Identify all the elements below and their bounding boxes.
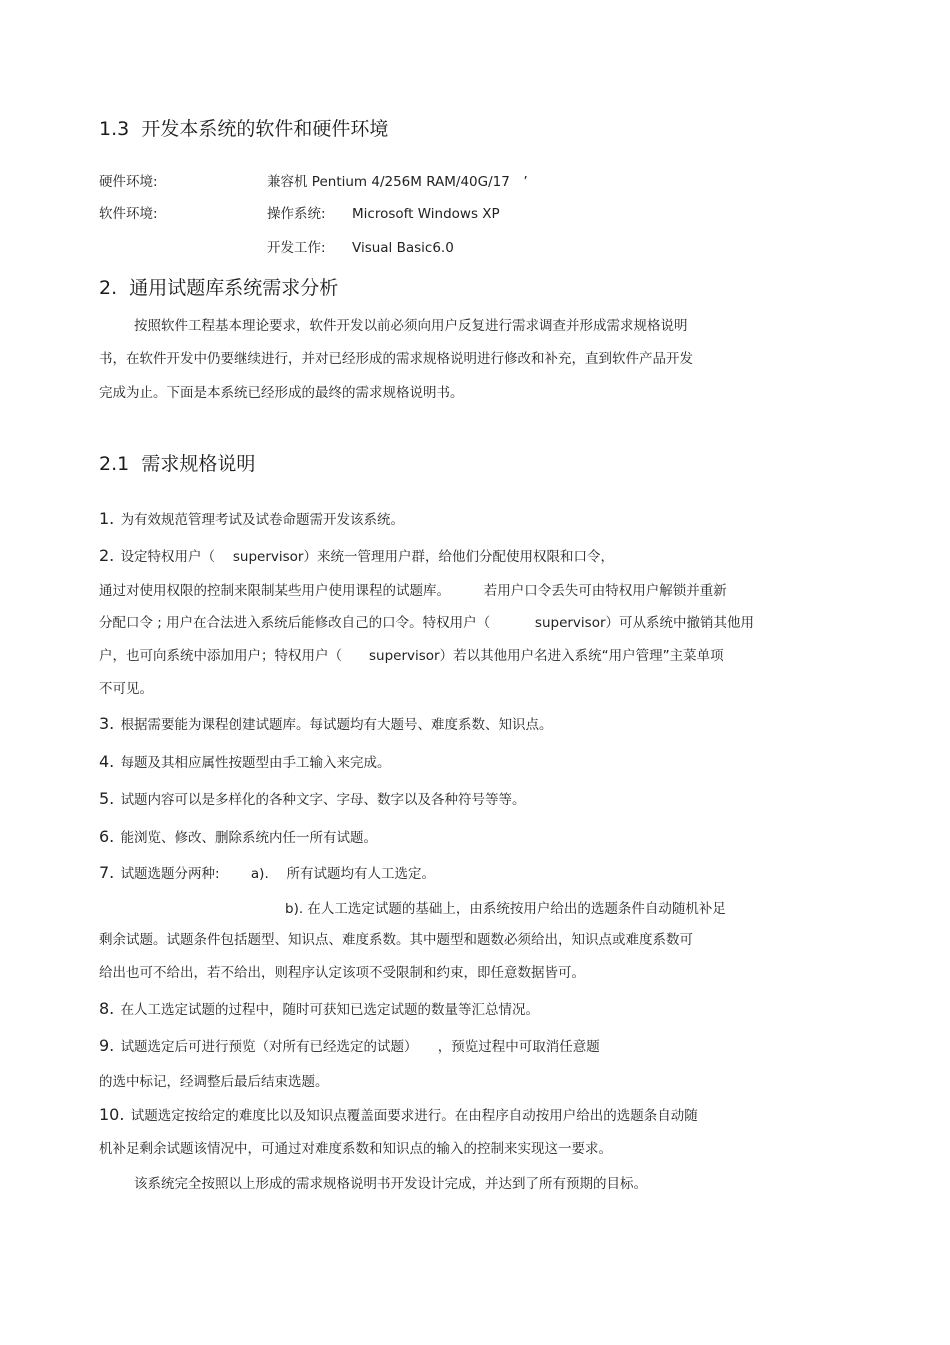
item-text: 试题选定后可进行预览（对所有已经选定的试题） ，预览过程中可取消任意题	[120, 1039, 600, 1055]
heading-title: 通用试题库系统需求分析	[129, 277, 339, 299]
continuation-line: 不可见。	[99, 681, 153, 697]
intro-line: 完成为止。下面是本系统已经形成的最终的需求规格说明书。	[99, 385, 464, 401]
continuation-line: 通过对使用权限的控制来限制某些用户使用课程的试题库。 若用户口令丢失可由特权用户解锁并重新	[99, 583, 727, 599]
item-number: 9.	[99, 1036, 115, 1055]
heading-number: 1.3	[99, 118, 130, 140]
dev-value: Visual Basic6.0	[352, 240, 454, 256]
software-label: 软件环境:	[99, 206, 158, 222]
item-number: 7.	[99, 863, 115, 882]
continuation-line: 户，也可向系统中添加用户；特权用户（ supervisor）若以其他用户名进入系统“用户管理”主菜单项	[99, 648, 724, 664]
heading-title: 需求规格说明	[141, 453, 256, 475]
os-value: Microsoft Windows XP	[352, 206, 500, 222]
item-text: 为有效规范管理考试及试卷命题需开发该系统。	[120, 512, 405, 528]
item-number: 1.	[99, 509, 115, 528]
item-number: 2.	[99, 546, 115, 565]
option-b-line: b). 在人工选定试题的基础上，由系统按用户给出的选题条件自动随机补足	[285, 901, 726, 917]
item-text: 在人工选定试题的过程中，随时可获知已选定试题的数量等汇总情况。	[120, 1002, 540, 1018]
requirement-8	[99, 999, 539, 1020]
requirement-2	[99, 546, 614, 567]
continuation-line: 机补足剩余试题该情况中，可通过对难度系数和知识点的输入的控制来实现这一要求。	[99, 1141, 612, 1157]
item-text: 试题选定按给定的难度比以及知识点覆盖面要求进行。在由程序自动按用户给出的选题条自动随	[130, 1108, 698, 1124]
requirement-3	[99, 714, 553, 735]
heading-2-1	[99, 449, 255, 476]
requirement-6	[99, 827, 377, 848]
hardware-value: 兼容机 Pentium 4/256M RAM/40G/17 ’	[267, 174, 528, 190]
continuation-line: 分配口令 ; 用户在合法进入系统后能修改自己的口令。特权用户（ supervisor）可从系统中撤销其他用	[99, 615, 755, 631]
requirement-7	[99, 863, 435, 884]
item-text: 试题选题分两种: a). 所有试题均有人工选定。	[120, 866, 436, 882]
intro-line: 按照软件工程基本理论要求，软件开发以前必须向用户反复进行需求调查并形成需求规格说明	[134, 318, 688, 334]
item-number: 10.	[99, 1105, 125, 1124]
conclusion-paragraph: 该系统完全按照以上形成的需求规格说明书开发设计完成，并达到了所有预期的目标。	[134, 1176, 647, 1192]
item-text: 设定特权用户（ supervisor）来统一管理用户群，给他们分配使用权限和口令，	[120, 549, 614, 565]
item-text: 根据需要能为课程创建试题库。每试题均有大题号、难度系数、知识点。	[120, 717, 553, 733]
continuation-line: 剩余试题。试题条件包括题型、知识点、难度系数。其中题型和题数必须给出，知识点或难度系数可	[99, 932, 693, 948]
intro-line: 书，在软件开发中仍要继续进行，并对已经形成的需求规格说明进行修改和补充，直到软件产品开发	[99, 351, 693, 367]
heading-1-3	[99, 114, 388, 141]
requirement-10	[99, 1105, 698, 1126]
heading-2	[99, 273, 338, 300]
item-number: 6.	[99, 827, 115, 846]
heading-title: 开发本系统的软件和硬件环境	[141, 118, 389, 140]
item-number: 4.	[99, 752, 115, 771]
hardware-label: 硬件环境:	[99, 174, 158, 190]
item-text: 试题内容可以是多样化的各种文字、字母、数字以及各种符号等等。	[120, 792, 526, 808]
continuation-line: 给出也可不给出，若不给出，则程序认定该项不受限制和约束，即任意数据皆可。	[99, 965, 585, 981]
requirement-1	[99, 509, 404, 530]
requirement-9	[99, 1036, 600, 1057]
continuation-line: 的选中标记，经调整后最后结束选题。	[99, 1074, 329, 1090]
item-number: 5.	[99, 789, 115, 808]
item-text: 每题及其相应属性按题型由手工输入来完成。	[120, 755, 391, 771]
item-text: 能浏览、修改、删除系统内任一所有试题。	[120, 830, 378, 846]
item-number: 3.	[99, 714, 115, 733]
os-label: 操作系统:	[267, 206, 326, 222]
dev-label: 开发工作:	[267, 240, 326, 256]
heading-number: 2.1	[99, 453, 130, 475]
item-number: 8.	[99, 999, 115, 1018]
requirement-5	[99, 789, 526, 810]
requirement-4	[99, 752, 391, 773]
heading-number: 2.	[99, 277, 118, 299]
